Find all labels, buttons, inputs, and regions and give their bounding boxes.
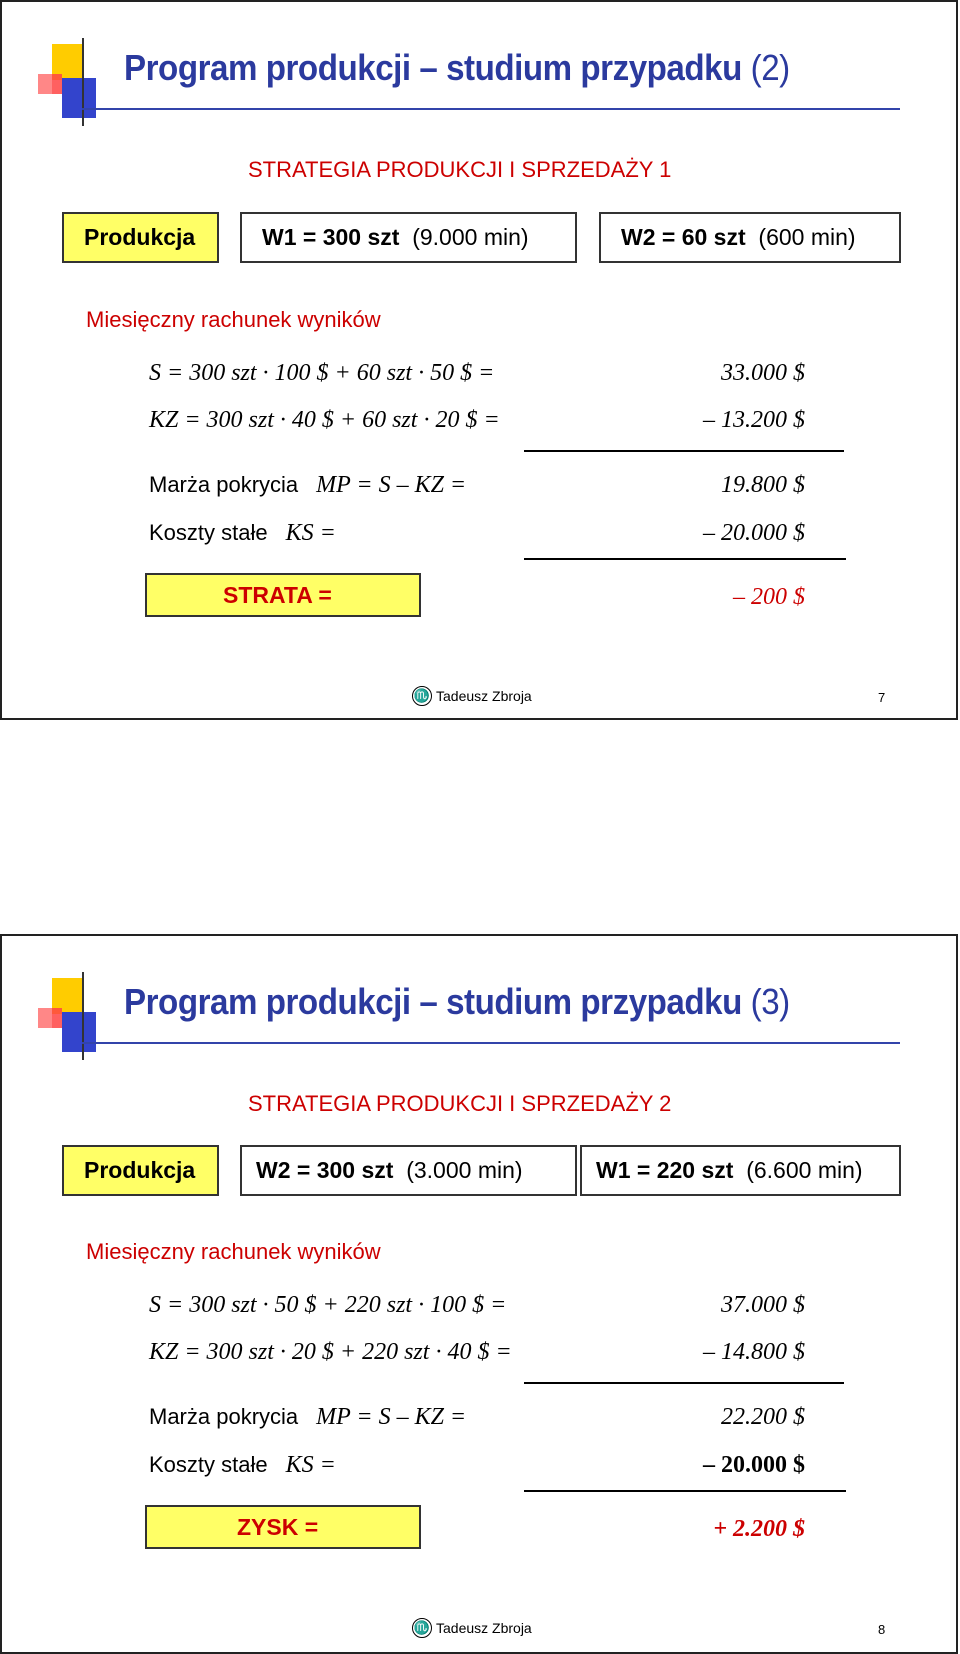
- sales-equation: S = 300 szt · 50 $ + 220 szt · 100 $ =: [149, 1292, 507, 1318]
- logo-divider: [82, 38, 84, 126]
- margin-value: 22.200 $: [721, 1404, 805, 1430]
- total-rule: [524, 1490, 846, 1492]
- result-value: + 2.200 $: [713, 1516, 805, 1542]
- fixed-cost-value: – 20.000 $: [703, 1452, 805, 1478]
- strategy-heading: STRATEGIA PRODUKCJI I SPRZEDAŻY 2: [248, 1091, 672, 1116]
- subtotal-rule: [524, 450, 844, 452]
- slide-corner-logo-icon: [38, 978, 108, 1058]
- variable-cost-equation: KZ = 300 szt · 20 $ + 220 szt · 40 $ =: [149, 1339, 512, 1365]
- production-w1-box: W1 = 220 szt (6.600 min): [580, 1145, 901, 1196]
- slide-8: [0, 934, 958, 1654]
- fixed-cost-row: Koszty stałe KS =: [149, 520, 336, 546]
- margin-value: 19.800 $: [721, 472, 805, 498]
- author-signature-icon: ♏: [412, 686, 432, 706]
- sales-value: 37.000 $: [721, 1292, 805, 1318]
- strategy-heading: STRATEGIA PRODUKCJI I SPRZEDAŻY 1: [248, 157, 672, 182]
- production-w2-box: W2 = 300 szt (3.000 min): [240, 1145, 577, 1196]
- page-number: 8: [878, 1622, 886, 1637]
- slide-title: Program produkcji – studium przypadku (3): [124, 981, 790, 1022]
- section-heading: Miesięczny rachunek wyników: [86, 307, 381, 332]
- result-label-box: STRATA =: [145, 573, 421, 617]
- title-underline: [82, 108, 900, 110]
- author-name: Tadeusz Zbroja: [436, 1620, 532, 1636]
- variable-cost-value: – 13.200 $: [703, 407, 805, 433]
- margin-row: Marża pokrycia MP = S – KZ =: [149, 472, 467, 498]
- footer-author: [412, 686, 532, 706]
- variable-cost-equation: KZ = 300 szt · 40 $ + 60 szt · 20 $ =: [149, 407, 500, 433]
- fixed-cost-value: – 20.000 $: [703, 520, 805, 546]
- slide-title: Program produkcji – studium przypadku (2): [124, 47, 790, 88]
- sales-equation: S = 300 szt · 100 $ + 60 szt · 50 $ =: [149, 360, 495, 386]
- production-label-box: Produkcja: [62, 1145, 219, 1196]
- result-value: – 200 $: [733, 584, 805, 610]
- production-w2-box: W2 = 60 szt (600 min): [599, 212, 901, 263]
- logo-divider: [82, 972, 84, 1060]
- subtotal-rule: [524, 1382, 844, 1384]
- author-name: Tadeusz Zbroja: [436, 688, 532, 704]
- total-rule: [524, 558, 846, 560]
- result-label-box: ZYSK =: [145, 1505, 421, 1549]
- title-underline: [82, 1042, 900, 1044]
- slide-7: [0, 0, 958, 720]
- author-signature-icon: ♏: [412, 1618, 432, 1638]
- margin-row: Marża pokrycia MP = S – KZ =: [149, 1404, 467, 1430]
- footer-author: [412, 1618, 532, 1638]
- production-label-box: Produkcja: [62, 212, 219, 263]
- sales-value: 33.000 $: [721, 360, 805, 386]
- page-number: 7: [878, 690, 886, 705]
- fixed-cost-row: Koszty stałe KS =: [149, 1452, 336, 1478]
- section-heading: Miesięczny rachunek wyników: [86, 1239, 381, 1264]
- slide-corner-logo-icon: [38, 44, 108, 124]
- production-w1-box: W1 = 300 szt (9.000 min): [240, 212, 577, 263]
- variable-cost-value: – 14.800 $: [703, 1339, 805, 1365]
